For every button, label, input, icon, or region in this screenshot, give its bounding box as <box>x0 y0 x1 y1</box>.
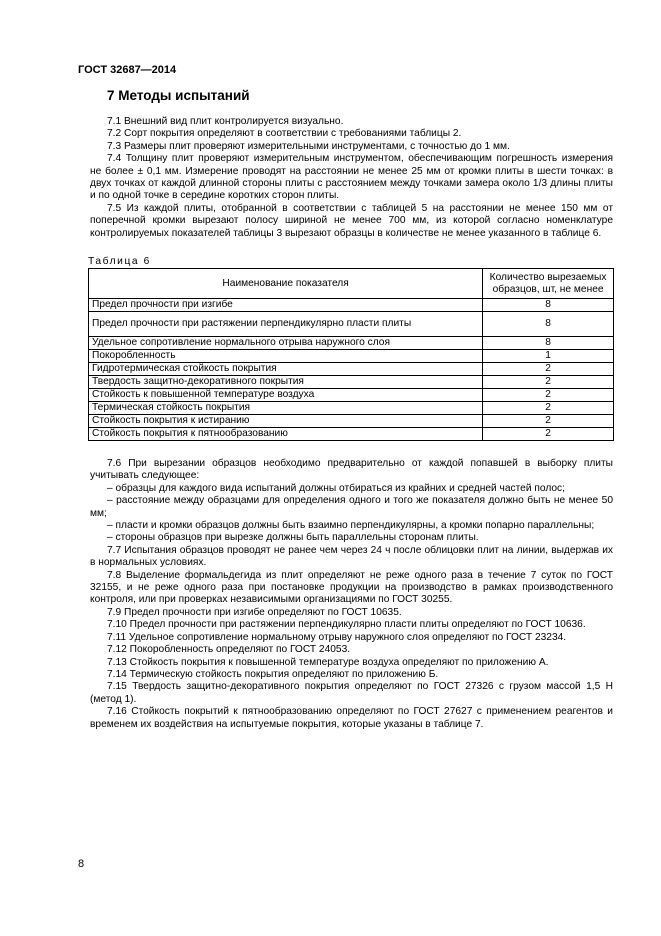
table-header-name: Наименование показателя <box>89 269 483 299</box>
table-cell-name: Термическая стойкость покрытия <box>89 402 483 415</box>
table-6 <box>88 268 614 441</box>
paragraph-7-14: 7.14 Термическую стойкость покрытия определяют по приложению Б. <box>107 668 439 680</box>
table-cell-quantity: 8 <box>483 337 614 350</box>
paragraph-7-3: 7.3 Размеры плит проверяют измерительными инструментами, с точностью до 1 мм. <box>107 140 510 152</box>
table-cell-name: Стойкость покрытия к пятнообразованию <box>89 428 483 441</box>
paragraph-7-12: 7.12 Покоробленность определяют по ГОСТ 24053. <box>107 644 351 656</box>
paragraphs-top <box>90 116 613 240</box>
page-number: 8 <box>78 858 85 870</box>
table-cell-quantity: 2 <box>483 415 614 428</box>
table-cell-quantity: 8 <box>483 299 614 312</box>
table-row <box>89 299 614 312</box>
paragraph-7-13: 7.13 Стойкость покрытия к повышенной температуре воздуха определяют по приложению А. <box>107 656 549 668</box>
paragraph-7-16: 7.16 Стойкость покрытий к пятнообразованию определяют по ГОСТ 27627 с применением реагентов и временем их воздействия на испытуемые покрытия, которые указаны в таблице 7. <box>90 706 613 730</box>
paragraph-7-5: 7.5 Из каждой плиты, отобранной в соответствии с таблицей 5 на расстоянии не менее 150 мм от поперечной кромки вырезают полосу шириной не менее 700 мм, из которой согласно номенклатуре контролируемых показателей таблицы 3 вырезают образцы в количестве не менее указанного в таблице 6. <box>90 202 613 239</box>
paragraph-7-15: 7.15 Твердость защитно-декоративного покрытия определяют по ГОСТ 27326 с грузом массой 1,5 Н (метод 1). <box>90 681 613 705</box>
table-cell-quantity: 2 <box>483 376 614 389</box>
paragraph-7-6: 7.6 При вырезании образцов необходимо предварительно от каждой попавшей в выборку плиты учитывать следующее: <box>90 458 613 482</box>
table-cell-quantity: 8 <box>483 312 614 337</box>
list-item: – образцы для каждого вида испытаний должны отбираться из крайних и средней частей полос; <box>107 482 565 494</box>
paragraph-7-8: 7.8 Выделение формальдегида из плит определяют не реже одного раза в течение 7 суток по ГОСТ 32155, и не реже одного раза при постановке продукции на производство в рамках производственного контроля, или при проверках независимыми организациями по ГОСТ 30255. <box>90 569 613 606</box>
paragraphs-bottom <box>90 458 613 731</box>
table-cell-quantity: 2 <box>483 363 614 376</box>
table-row <box>89 376 614 389</box>
document-header: ГОСТ 32687—2014 <box>78 64 177 76</box>
table-row <box>89 389 614 402</box>
table-row <box>89 363 614 376</box>
paragraph-7-9: 7.9 Предел прочности при изгибе определяют по ГОСТ 10635. <box>107 606 402 618</box>
table-cell-quantity: 2 <box>483 428 614 441</box>
table-cell-quantity: 1 <box>483 350 614 363</box>
table-cell-name: Удельное сопротивление нормального отрыва наружного слоя <box>89 337 483 350</box>
table-cell-name: Предел прочности при изгибе <box>89 299 483 312</box>
list-item: – расстояние между образцами для определения одного и того же показателя должно быть не менее 50 мм; <box>90 495 613 519</box>
table-caption: Таблица 6 <box>88 256 151 267</box>
table-row <box>89 415 614 428</box>
table-row <box>89 337 614 350</box>
list-item: – пласти и кромки образцов должны быть взаимно перпендикулярны, а кромки попарно параллельны; <box>107 520 595 532</box>
table-cell-quantity: 2 <box>483 402 614 415</box>
table-cell-name: Твердость защитно-декоративного покрытия <box>89 376 483 389</box>
table-cell-quantity: 2 <box>483 389 614 402</box>
paragraph-7-7: 7.7 Испытания образцов проводят не ранее чем через 24 ч после облицовки плит на линии, выдержав их в нормальных условиях. <box>90 544 613 569</box>
table-row <box>89 350 614 363</box>
table-cell-name: Предел прочности при растяжении перпендикулярно пласти плиты <box>89 312 483 337</box>
table-cell-name: Покоробленность <box>89 350 483 363</box>
table-header-quantity: Количество вырезаемых образцов, шт, не менее <box>483 269 614 299</box>
list-item: – стороны образцов при вырезке должны быть параллельны сторонам плиты. <box>107 532 479 544</box>
table-header-row <box>89 269 614 299</box>
table-cell-name: Стойкость к повышенной температуре воздуха <box>89 389 483 402</box>
table-row <box>89 402 614 415</box>
table-cell-name: Гидротермическая стойкость покрытия <box>89 363 483 376</box>
table-row <box>89 312 614 337</box>
paragraph-7-11: 7.11 Удельное сопротивление нормальному отрыву наружного слоя определяют по ГОСТ 23234. <box>107 631 567 643</box>
paragraph-7-4: 7.4 Толщину плит проверяют измерительным инструментом, обеспечивающим погрешность измерения не более ± 0,1 мм. Измерение проводят на расстоянии не менее 25 мм от кромки плиты в шести точках: в двух точках от каждой длинной стороны плиты с расстоянием между точками замера около 1/3 длины плиты и по одной точке в середине коротких сторон плиты. <box>90 153 613 202</box>
paragraph-7-2: 7.2 Сорт покрытия определяют в соответствии с требованиями таблицы 2. <box>107 128 462 140</box>
paragraph-7-1: 7.1 Внешний вид плит контролируется визуально. <box>107 116 344 127</box>
section-title: 7 Методы испытаний <box>107 88 250 103</box>
table-row <box>89 428 614 441</box>
table-cell-name: Стойкость покрытия к истиранию <box>89 415 483 428</box>
paragraph-7-10: 7.10 Предел прочности при растяжении перпендикулярно пласти плиты определяют по ГОСТ 10636. <box>107 619 586 631</box>
